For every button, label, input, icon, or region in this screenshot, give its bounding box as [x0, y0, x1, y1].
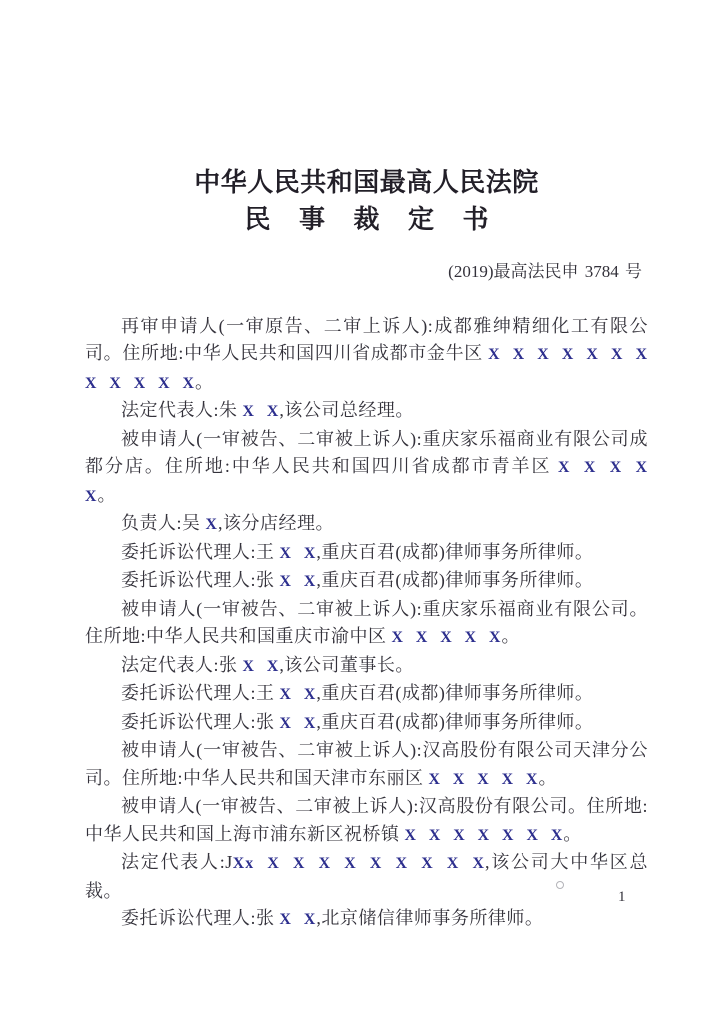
redacted-text: X X [279, 714, 317, 732]
text-segment: 法定代表人:J [121, 852, 233, 873]
scan-artifact-circle [556, 881, 564, 889]
case-number: (2019)最高法民申 3784 号 [448, 261, 642, 281]
paragraph [85, 709, 648, 738]
document-type-title: 民 事 裁 定 书 [244, 204, 489, 234]
redacted-text: X X [279, 573, 317, 591]
text-segment: 委托诉讼代理人:王 [121, 541, 280, 562]
paragraph [85, 652, 648, 681]
redacted-text: X X [279, 686, 317, 704]
paragraph [85, 793, 648, 849]
paragraph [85, 426, 648, 511]
redacted-text: X X X X X X X [404, 826, 564, 844]
document-content [85, 0, 648, 934]
paragraph [85, 680, 648, 709]
paragraph [85, 905, 648, 934]
paragraph [85, 397, 648, 426]
redacted-text: Xx X X X X X X X X X [232, 855, 485, 873]
text-segment: 再审申请人(一审原告、二审上诉人):成都雅绅精细化工有限公司。住所地:中华人民共和国四川省成都市金牛区 [85, 315, 648, 364]
redacted-text: X [205, 516, 218, 534]
text-segment: 。 [563, 823, 582, 844]
paragraph [85, 539, 648, 568]
document-body [85, 313, 648, 934]
text-segment: 。 [501, 626, 520, 647]
text-segment: ,该分店经理。 [217, 513, 334, 534]
paragraph [85, 737, 648, 793]
redacted-text: X X X X X [85, 459, 648, 505]
redacted-text: X X X X X [391, 629, 502, 647]
text-segment: 委托诉讼代理人:张 [121, 711, 280, 732]
page-number: 1 [618, 889, 626, 905]
text-segment: ,重庆百君(成都)律师事务所律师。 [316, 711, 594, 732]
redacted-text: X X [242, 403, 280, 421]
text-segment: ,重庆百君(成都)律师事务所律师。 [316, 541, 594, 562]
redacted-text: X X X X X [428, 770, 539, 788]
redacted-text: X X [279, 911, 317, 929]
text-segment: ,重庆百君(成都)律师事务所律师。 [316, 570, 594, 591]
text-segment: 负责人:吴 [121, 513, 206, 534]
paragraph [85, 567, 648, 596]
text-segment: 法定代表人:张 [121, 654, 243, 675]
text-segment: 。 [538, 767, 557, 788]
paragraph [85, 849, 648, 905]
text-segment: 委托诉讼代理人:张 [121, 570, 280, 591]
redacted-text: X X [242, 657, 280, 675]
paragraph [85, 313, 648, 398]
text-segment: 被申请人(一审被告、二审被上诉人):汉高股份有限公司天津分公司。住所地:中华人民共和国天津市东丽区 [85, 740, 648, 788]
paragraph [85, 596, 648, 652]
court-name-title: 中华人民共和国最高人民法院 [194, 168, 539, 197]
text-segment: 被申请人(一审被告、二审被上诉人):汉高股份有限公司。住所地:中华人民共和国上海市浦东新区祝桥镇 [85, 796, 648, 844]
text-segment: ,北京储信律师事务所律师。 [316, 908, 544, 929]
text-segment: ,该公司总经理。 [279, 400, 414, 421]
text-segment: ,重庆百君(成都)律师事务所律师。 [316, 683, 594, 704]
text-segment: 。 [194, 371, 214, 392]
text-segment: ,该公司董事长。 [279, 654, 414, 675]
text-segment: 委托诉讼代理人:王 [121, 683, 280, 704]
paragraph [85, 510, 648, 539]
text-segment: 被申请人(一审被告、二审被上诉人):重庆家乐福商业有限公司成都分店。住所地:中华人民共和国四川省成都市青羊区 [85, 428, 648, 477]
redacted-text: X X X X X X X X X X X X [85, 346, 648, 392]
text-segment: 被申请人(一审被告、二审被上诉人):重庆家乐福商业有限公司。住所地:中华人民共和国重庆市渝中区 [85, 598, 648, 647]
text-segment: 委托诉讼代理人:张 [121, 908, 280, 929]
text-segment: ,该公司大中华区总裁。 [85, 852, 648, 901]
redacted-text: X X [279, 544, 317, 562]
text-segment: 。 [97, 484, 116, 505]
text-segment: 法定代表人:朱 [121, 400, 243, 421]
